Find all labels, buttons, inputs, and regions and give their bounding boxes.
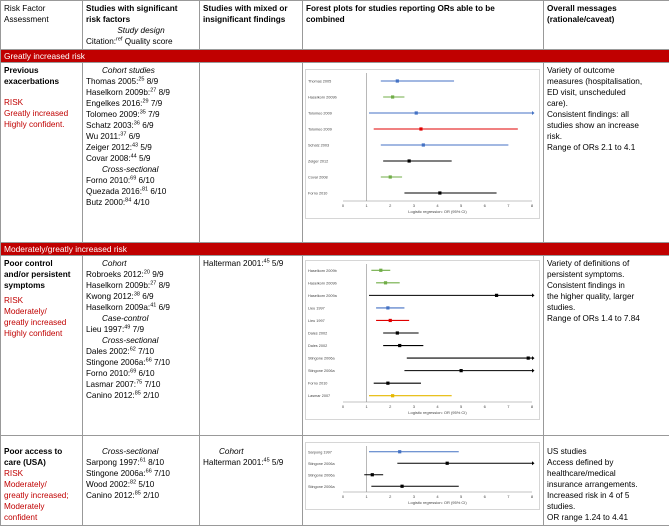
message-line: measures (hospitalisation, <box>547 76 666 87</box>
or-point <box>460 369 463 372</box>
study-citation: Forno 2010:$^{69}$ 6/10 <box>86 175 196 186</box>
study-label: Stingone 2006a <box>308 485 335 489</box>
mixed-studies-cell <box>200 256 303 436</box>
study-label: Tolomeo 2009 <box>308 112 332 116</box>
band-moderately-increased: Moderately/greatly increased risk <box>1 243 669 256</box>
header-overall-messages: Overall messages (rationale/caveat) <box>544 1 669 50</box>
risk-factor-cell: Previous exacerbations RISK Greatly increased Highly confident. <box>1 63 83 243</box>
study-citation: Robroeks 2012:$^{20}$ 9/9 <box>86 269 196 280</box>
study-label: Stingone 2006a <box>308 473 335 477</box>
x-tick-label: 0 <box>342 494 345 499</box>
study-citation: Wood 2002:$^{82}$ 5/10 <box>86 479 196 490</box>
study-design-label: Case-control <box>86 313 196 324</box>
x-tick-label: 2 <box>389 203 392 208</box>
row-poor-control <box>1 256 669 436</box>
message-line: US studies <box>547 446 666 457</box>
study-citation: Dales 2002:$^{62}$ 7/10 <box>86 346 196 357</box>
or-point <box>391 394 394 397</box>
study-citation: Halterman 2001:$^{45}$ 5/9 <box>203 258 299 269</box>
study-label: Lieu 1997 <box>308 306 325 310</box>
forest-plot-cell <box>303 256 544 436</box>
x-axis-label: Logistic regression: OR (95% CI) <box>408 410 467 415</box>
study-label: Stingone 2006a <box>308 369 335 373</box>
table-header-row <box>1 1 669 50</box>
or-point <box>408 159 411 162</box>
study-label: Forno 2010 <box>308 192 327 196</box>
or-point <box>398 450 401 453</box>
study-citation: Lieu 1997:$^{49}$ 7/9 <box>86 324 196 335</box>
study-design-label: Cross-sectional <box>86 164 196 175</box>
study-citation: Canino 2012:$^{85}$ 2/10 <box>86 490 196 501</box>
message-line: Consistent findings: all <box>547 109 666 120</box>
x-tick-label: 6 <box>484 203 487 208</box>
x-tick-label: 6 <box>484 404 487 409</box>
overall-messages-cell <box>544 63 669 243</box>
x-tick-label: 3 <box>413 404 416 409</box>
study-label: Lasmar 2007 <box>308 394 330 398</box>
study-citation: Forno 2010:$^{69}$ 6/10 <box>86 368 196 379</box>
study-label: Covar 2008 <box>308 176 328 180</box>
study-citation: Stingone 2006a:$^{66}$ 7/10 <box>86 468 196 479</box>
study-citation: Schatz 2003:$^{36}$ 6/9 <box>86 120 196 131</box>
or-point <box>400 485 403 488</box>
study-label: Thomas 2005 <box>308 80 331 84</box>
study-citation: Quezada 2016:$^{81}$ 6/10 <box>86 186 196 197</box>
x-tick-label: 5 <box>460 404 463 409</box>
study-citation: Thomas 2005:$^{25}$ 8/9 <box>86 76 196 87</box>
study-citation: Tolomeo 2009:$^{35}$ 7/9 <box>86 109 196 120</box>
study-label: Haselkorn 2009b <box>308 96 337 100</box>
or-point <box>438 191 441 194</box>
message-line: persistent symptoms. <box>547 269 666 280</box>
forest-plot-poor-control <box>305 260 540 420</box>
study-citation: Sarpong 1997:$^{61}$ 8/10 <box>86 457 196 468</box>
message-line: the higher quality, larger <box>547 291 666 302</box>
x-tick-label: 5 <box>460 203 463 208</box>
header-risk-factor: Risk Factor Assessment <box>1 1 83 50</box>
message-line: Access defined by <box>547 457 666 468</box>
message-line: studies show an increase <box>547 120 666 131</box>
message-line: Increased risk in 4 of 5 <box>547 490 666 501</box>
x-tick-label: 7 <box>507 203 510 208</box>
study-design-label: Cohort studies <box>86 65 196 76</box>
message-line: ED visit, unscheduled <box>547 87 666 98</box>
or-point <box>396 331 399 334</box>
x-tick-label: 0 <box>342 404 345 409</box>
or-point <box>384 281 387 284</box>
or-point <box>446 462 449 465</box>
header-forest-plots: Forest plots for studies reporting ORs able to be combined <box>303 1 544 50</box>
x-tick-label: 8 <box>531 494 534 499</box>
study-citation: Wu 2011:$^{37}$ 6/9 <box>86 131 196 142</box>
study-label: Lieu 1997 <box>308 319 325 323</box>
study-label: Schatz 2003 <box>308 144 329 148</box>
study-label: Stingone 2006a <box>308 462 335 466</box>
or-point <box>389 319 392 322</box>
x-tick-label: 8 <box>531 404 534 409</box>
study-citation: Lasmar 2007:$^{75}$ 7/10 <box>86 379 196 390</box>
message-line: Range of ORs 1.4 to 7.84 <box>547 313 666 324</box>
study-design-label: Cross-sectional <box>86 446 196 457</box>
x-tick-label: 3 <box>413 203 416 208</box>
study-label: Dales 2002 <box>308 344 327 348</box>
study-citation: Haselkorn 2009b:$^{27}$ 8/9 <box>86 87 196 98</box>
band-greatly-increased: Greatly increased risk <box>1 50 669 63</box>
or-point <box>398 344 401 347</box>
mixed-studies-cell <box>200 63 303 243</box>
study-label: Zeiger 2012 <box>308 160 328 164</box>
mixed-studies-cell <box>200 436 303 526</box>
or-point <box>415 111 418 114</box>
message-line: healthcare/medical <box>547 468 666 479</box>
or-point <box>391 95 394 98</box>
significant-studies-cell <box>83 63 200 243</box>
study-citation: Stingone 2006a:$^{66}$ 7/10 <box>86 357 196 368</box>
significant-studies-cell <box>83 256 200 436</box>
or-point <box>386 306 389 309</box>
risk-factor-cell: Poor control and/or persistent symptoms RISK Moderately/ greatly increased Highly confident <box>1 256 83 436</box>
message-line: care). <box>547 98 666 109</box>
x-tick-label: 2 <box>389 404 392 409</box>
study-label: Tolomeo 2009 <box>308 128 332 132</box>
or-point <box>396 79 399 82</box>
study-label: Haselkorn 2009b <box>308 281 337 285</box>
header-significant-studies: Studies with significant risk factors Study design Citation:$^{ref}$ Quality score <box>83 1 200 50</box>
message-line: insurance arrangements. <box>547 479 666 490</box>
x-tick-label: 2 <box>389 494 392 499</box>
or-point <box>379 269 382 272</box>
study-design-label: Cross-sectional <box>86 335 196 346</box>
or-point <box>389 175 392 178</box>
study-label: Haselkorn 2009a <box>308 294 338 298</box>
x-tick-label: 8 <box>531 203 534 208</box>
message-line: Variety of outcome <box>547 65 666 76</box>
x-tick-label: 4 <box>436 203 439 208</box>
study-label: Sarpong 1997 <box>308 450 332 454</box>
x-tick-label: 3 <box>413 494 416 499</box>
study-citation: Haselkorn 2009a:$^{41}$ 6/9 <box>86 302 196 313</box>
message-line: Consistent findings in <box>547 280 666 291</box>
forest-plot-cell <box>303 436 544 526</box>
study-citation: Engelkes 2016:$^{29}$ 7/9 <box>86 98 196 109</box>
message-line: OR range 1.24 to 4.41 <box>547 512 666 523</box>
x-tick-label: 7 <box>507 494 510 499</box>
or-point <box>419 127 422 130</box>
x-tick-label: 7 <box>507 404 510 409</box>
x-tick-label: 1 <box>366 203 369 208</box>
study-citation: Haselkorn 2009b:$^{27}$ 8/9 <box>86 280 196 291</box>
message-line: risk. <box>547 131 666 142</box>
x-tick-label: 6 <box>484 494 487 499</box>
header-mixed-studies: Studies with mixed or insignificant findings <box>200 1 303 50</box>
message-line: Variety of definitions of <box>547 258 666 269</box>
row-poor-access <box>1 436 669 526</box>
study-citation: Zeiger 2012:$^{43}$ 5/9 <box>86 142 196 153</box>
or-point <box>386 382 389 385</box>
study-design-label: Cohort <box>86 258 196 269</box>
x-tick-label: 4 <box>436 404 439 409</box>
or-point <box>527 356 530 359</box>
or-point <box>495 294 498 297</box>
x-tick-label: 5 <box>460 494 463 499</box>
significant-studies-cell <box>83 436 200 526</box>
x-tick-label: 4 <box>436 494 439 499</box>
study-label: Dales 2002 <box>308 332 327 336</box>
study-citation: Butz 2000:$^{84}$ 4/10 <box>86 197 196 208</box>
x-tick-label: 1 <box>366 494 369 499</box>
study-citation: Kwong 2012:$^{38}$ 6/9 <box>86 291 196 302</box>
x-tick-label: 1 <box>366 404 369 409</box>
forest-plot-access <box>305 442 540 510</box>
x-tick-label: 0 <box>342 203 345 208</box>
study-label: Haselkorn 2009b <box>308 269 337 273</box>
forest-plot-exacerbations <box>305 69 540 219</box>
study-citation: Halterman 2001:$^{45}$ 5/9 <box>203 457 299 468</box>
study-citation: Covar 2008:$^{44}$ 5/9 <box>86 153 196 164</box>
or-point <box>422 143 425 146</box>
study-citation: Canino 2012:$^{85}$ 2/10 <box>86 390 196 401</box>
message-line: studies. <box>547 302 666 313</box>
study-design-label: Cohort <box>203 446 299 457</box>
or-point <box>371 473 374 476</box>
study-label: Forno 2010 <box>308 382 327 386</box>
forest-plot-cell <box>303 63 544 243</box>
x-axis-label: Logistic regression: OR (95% CI) <box>408 500 467 505</box>
row-previous-exacerbations <box>1 63 669 243</box>
overall-messages-cell <box>544 256 669 436</box>
message-line: studies. <box>547 501 666 512</box>
message-line: Range of ORs 2.1 to 4.1 <box>547 142 666 153</box>
risk-factor-cell: Poor access to care (USA) RISK Moderately/ greatly increased; Moderately confident <box>1 436 83 526</box>
study-label: Stingone 2006a <box>308 357 335 361</box>
overall-messages-cell <box>544 436 669 526</box>
x-axis-label: Logistic regression: OR (95% CI) <box>408 209 467 214</box>
